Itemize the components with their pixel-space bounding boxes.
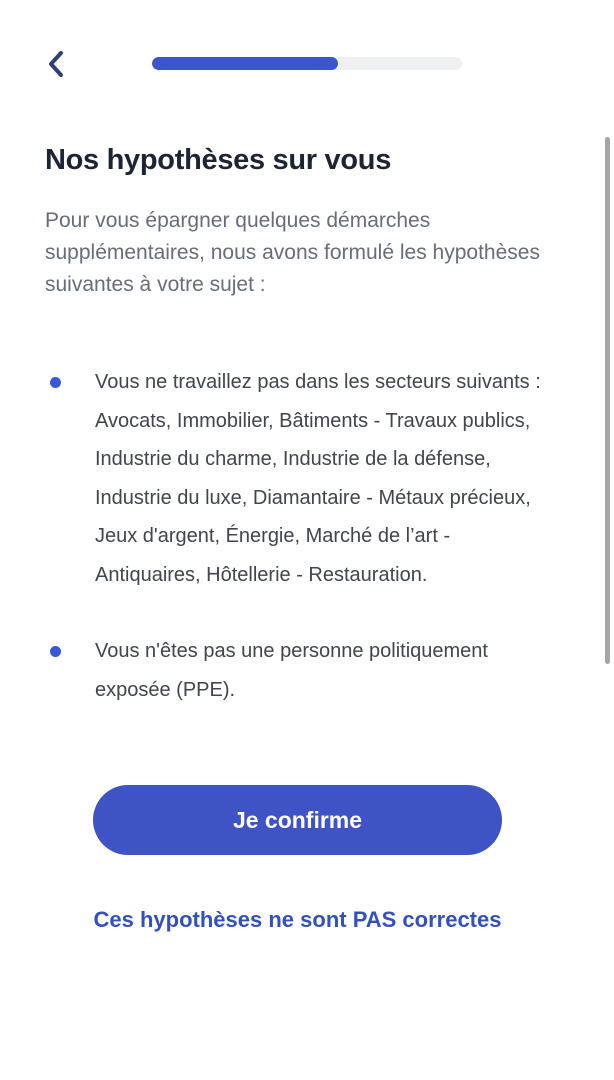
assumption-text-ppe: Vous n'êtes pas une personne politiquement exposée (PPE). xyxy=(95,640,488,701)
progress-bar xyxy=(152,57,462,70)
confirm-button[interactable]: Je confirme xyxy=(93,785,502,855)
chevron-left-icon xyxy=(46,49,65,79)
bullet-dot-icon xyxy=(50,377,61,388)
scrollbar-thumb[interactable] xyxy=(605,137,610,664)
intro-text: Pour vous épargner quelques démarches supplémentaires, nous avons formulé les hypothèses suivantes à votre sujet : xyxy=(45,209,540,296)
assumption-list xyxy=(45,363,550,709)
bullet-dot-icon xyxy=(50,646,61,657)
main-content xyxy=(0,144,614,933)
assumption-text-sectors: Vous ne travaillez pas dans les secteurs suivants : Avocats, Immobilier, Bâtiments - Travaux publics, Industrie du charme, Industrie de la défense, Industrie du luxe, Diamantaire - Métaux précieux, Jeux d'argent, Énergie, Marché de l’art - Antiquaires, Hôtellerie - Restauration. xyxy=(95,371,541,586)
progress-fill xyxy=(152,57,338,70)
page-title: Nos hypothèses sur vous xyxy=(45,144,392,176)
list-item xyxy=(45,632,550,709)
list-item xyxy=(45,363,550,594)
header xyxy=(0,0,614,80)
reject-assumptions-link[interactable]: Ces hypothèses ne sont PAS correctes xyxy=(93,907,502,932)
back-button[interactable] xyxy=(42,48,68,80)
